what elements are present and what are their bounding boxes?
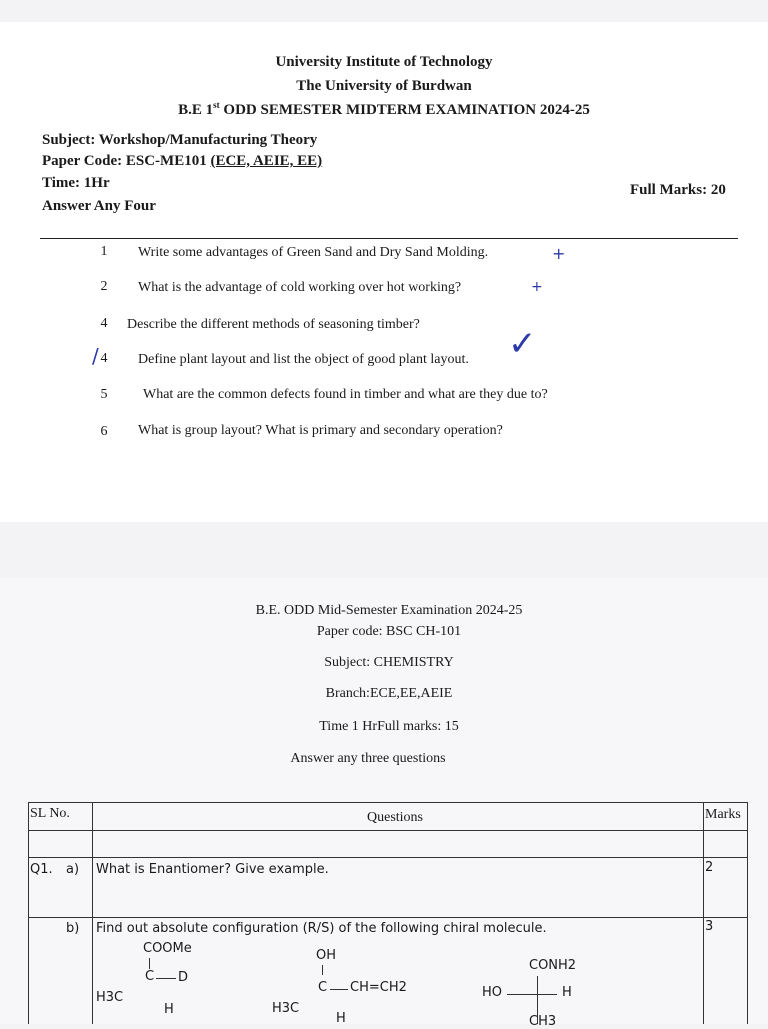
question-text: What are the common defects found in timber and what are they due to?	[143, 387, 548, 402]
m3-bottom: CH3	[529, 1014, 557, 1029]
col-header-marks: Marks	[705, 807, 741, 822]
m2-top: OH	[316, 948, 337, 963]
question-number: 2	[100, 279, 108, 294]
question-text: What is group layout? What is primary and secondary operation?	[138, 423, 503, 438]
chem-exam-title: B.E. ODD Mid-Semester Examination 2024-25	[255, 603, 523, 618]
col-header-sl: SL No.	[30, 806, 70, 821]
chem-branch: Branch:ECE,EE,AEIE	[325, 686, 453, 701]
row-part: b)	[66, 921, 80, 936]
paper-code-line: Paper Code: ESC-ME101 (ECE, AEIE, EE)	[42, 153, 323, 169]
university-name: The University of Burdwan	[296, 78, 472, 94]
exam-paper-chemistry	[0, 578, 768, 1024]
instruction-line: Answer Any Four	[42, 198, 156, 214]
question-text: Write some advantages of Green Sand and Dry Sand Molding.	[138, 245, 489, 260]
question-number: 4	[100, 316, 108, 331]
handwritten-check-icon: /	[92, 344, 99, 368]
question-number: 4	[100, 351, 108, 366]
m1-left: H3C	[96, 990, 124, 1005]
m3-right: H	[562, 985, 572, 1000]
m2-center: C	[318, 980, 328, 995]
chem-instruction: Answer any three questions	[290, 751, 446, 766]
subject-line: Subject: Workshop/Manufacturing Theory	[42, 132, 318, 148]
m1-right: D	[178, 970, 189, 985]
m2-left: H3C	[272, 1001, 300, 1016]
pen-mark-icon: +	[531, 279, 543, 295]
question-number: 5	[100, 387, 108, 402]
row-sl: Q1.	[30, 862, 53, 877]
row-question: What is Enantiomer? Give example.	[96, 862, 329, 877]
col-header-questions: Questions	[367, 810, 423, 825]
chem-time-marks: Time 1 HrFull marks: 15	[319, 719, 459, 734]
chem-subject: Subject: CHEMISTRY	[324, 655, 454, 670]
m2-bottom: H	[336, 1011, 346, 1026]
full-marks: Full Marks: 20	[630, 182, 726, 198]
m1-bottom: H	[164, 1002, 174, 1017]
question-text: Define plant layout and list the object of good plant layout.	[138, 352, 469, 367]
institute-name: University Institute of Technology	[275, 54, 493, 70]
time-line: Time: 1Hr	[42, 175, 110, 191]
m1-top: COOMe	[143, 941, 192, 956]
question-text: What is the advantage of cold working over hot working?	[138, 280, 462, 295]
question-number: 1	[100, 244, 108, 259]
chem-paper-code: Paper code: BSC CH-101	[316, 624, 462, 639]
row-marks: 3	[705, 919, 714, 934]
row-marks: 2	[705, 860, 714, 875]
m3-left: HO	[482, 985, 503, 1000]
row-question: Find out absolute configuration (R/S) of the following chiral molecule.	[96, 921, 547, 936]
m1-center: C	[145, 969, 155, 984]
exam-title: B.E 1st ODD SEMESTER MIDTERM EXAMINATION 2024-25	[178, 100, 590, 118]
header-divider	[40, 238, 738, 239]
exam-paper-workshop	[0, 22, 768, 522]
m3-top: CONH2	[529, 958, 577, 973]
row-part: a)	[66, 862, 80, 877]
m2-right: CH=CH2	[350, 980, 407, 995]
question-number: 6	[100, 424, 108, 439]
pen-mark-icon: +	[552, 244, 566, 263]
check-mark-icon: ✓	[508, 324, 537, 364]
question-text: Describe the different methods of seasoning timber?	[127, 317, 420, 332]
